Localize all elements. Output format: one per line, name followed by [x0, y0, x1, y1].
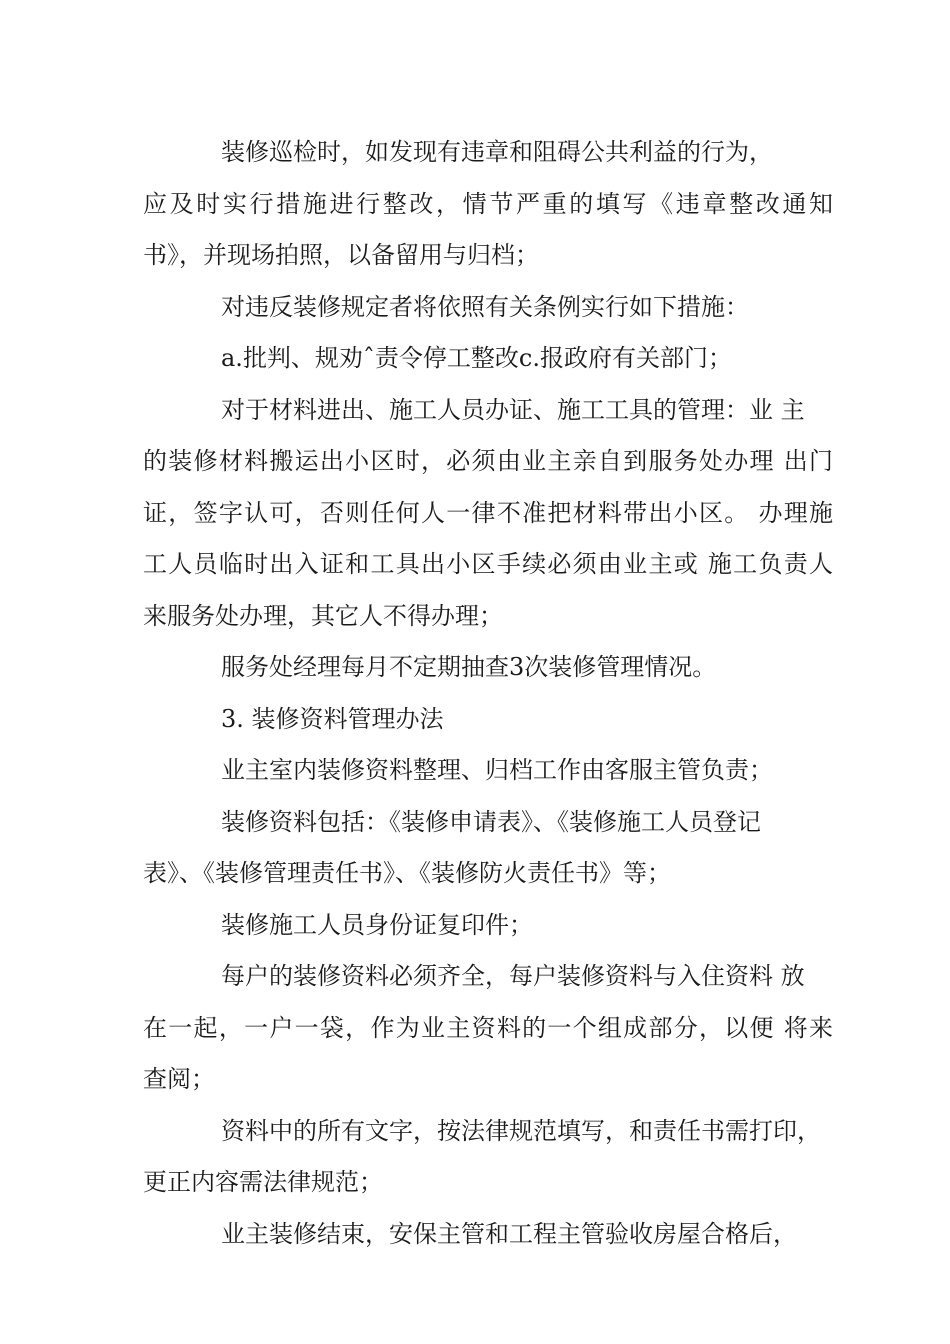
paragraph-line: 的装修材料搬运出小区时，必须由业主亲自到服务处办理 出门	[143, 447, 833, 475]
paragraph-line: 业主装修结束，安保主管和工程主管验收房屋合格后，	[221, 1219, 797, 1248]
paragraph-line: 在一起，一户一袋，作为业主资料的一个组成部分，以便 将来	[143, 1013, 833, 1042]
paragraph-line: 书》，并现场拍照，以备留用与归档；	[143, 241, 539, 269]
paragraph-line: 装修巡检时，如发现有违章和阻碍公共利益的行为，	[221, 138, 773, 166]
paragraph-line: 装修资料包括：《装修申请表》、《装修施工人员登记	[221, 807, 761, 836]
document-body	[143, 127, 833, 1260]
paragraph-line: 表》、《装修管理责任书》、《装修防火责任书》等；	[143, 859, 671, 887]
paragraph-line: 对于材料进出、施工人员办证、施工工具的管理：业 主	[221, 395, 805, 424]
paragraph-line: a.批判、规劝ˆ责令停工整改c.报政府有关部门；	[221, 344, 733, 372]
paragraph-line: 应及时实行措施进行整改，情节严重的填写《违章整改通知	[143, 189, 833, 218]
paragraph-line: 更正内容需法律规范；	[143, 1168, 383, 1196]
paragraph-line: 装修施工人员身份证复印件；	[221, 910, 533, 939]
paragraph-line: 每户的装修资料必须齐全，每户装修资料与入住资料 放	[221, 962, 805, 990]
paragraph-line: 业主室内装修资料整理、归档工作由客服主管负责；	[221, 756, 773, 784]
paragraph-line: 对违反装修规定者将依照有关条例实行如下措施：	[221, 292, 749, 321]
paragraph-line: 证，签字认可，否则任何人一律不准把材料带出小区。 办理施	[143, 498, 833, 527]
paragraph-line: 工人员临时出入证和工具出小区手续必须由业主或 施工负责人	[143, 550, 833, 578]
paragraph-line: 服务处经理每月不定期抽查3次装修管理情况。	[221, 653, 717, 681]
section-heading: 3. 装修资料管理办法	[221, 704, 444, 733]
paragraph-line: 来服务处办理，其它人不得办理；	[143, 601, 503, 630]
paragraph-line: 查阅；	[143, 1065, 215, 1093]
paragraph-line: 资料中的所有文字，按法律规范填写，和责任书需打印，	[221, 1116, 821, 1145]
